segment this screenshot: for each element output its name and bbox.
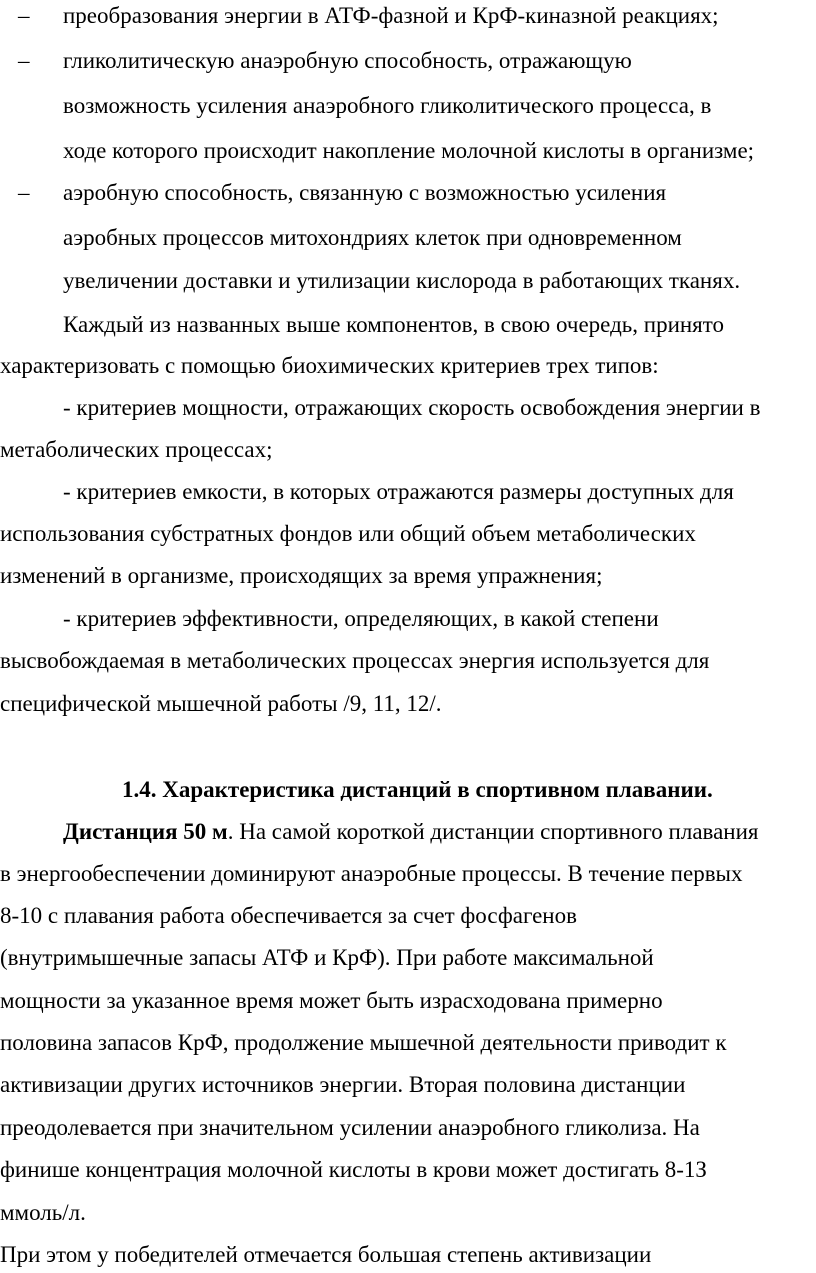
paragraph-line: в энергообеспечении доминируют анаэробные процессы. В течение первых [0, 861, 743, 886]
list-dash: – [18, 180, 30, 205]
bold-lead: Дистанция 50 м [63, 819, 228, 844]
list-item-line: гликолитическую анаэробную способность, отражающую [63, 48, 632, 73]
paragraph-line: ммоль/л. [0, 1200, 86, 1225]
paragraph-line: преодолевается при значительном усилении анаэробного гликолиза. На [0, 1115, 700, 1140]
paragraph-line: метаболических процессах; [0, 437, 273, 462]
list-item-line: преобразования энергии в АТФ-фазной и КрФ-киназной реакциях; [63, 3, 719, 28]
paragraph-text: . На самой короткой дистанции спортивного плавания [227, 819, 759, 844]
paragraph-line: - критериев эффективности, определяющих, в какой степени [63, 606, 659, 631]
paragraph-line: половина запасов КрФ, продолжение мышечной деятельности приводит к [0, 1030, 727, 1055]
list-dash: – [18, 3, 30, 28]
paragraph-line: характеризовать с помощью биохимических критериев трех типов: [0, 353, 659, 378]
list-item-line: ходе которого происходит накопление молочной кислоты в организме; [63, 138, 755, 163]
list-item-line: аэробных процессов митохондриях клеток при одновременном [63, 225, 682, 250]
paragraph-line: финише концентрация молочной кислоты в крови может достигать 8-1З [0, 1157, 707, 1182]
paragraph-line: изменений в организме, происходящих за время упражнения; [0, 563, 603, 588]
paragraph-line: высвобождаемая в метаболических процессах энергия используется для [0, 648, 710, 673]
paragraph-line: 8-10 с плавания работа обеспечивается за счет фосфагенов [0, 903, 577, 928]
paragraph-line: - критериев емкости, в которых отражаются размеры доступных для [63, 479, 734, 504]
list-item-line: увеличении доставки и утилизации кислорода в работающих тканях. [63, 268, 741, 293]
paragraph-line: При этом у победителей отмечается большая степень активизации [0, 1242, 652, 1267]
paragraph-line: специфической мышечной работы /9, 11, 12/. [0, 691, 442, 716]
paragraph-line: активизации других источников энергии. Вторая половина дистанции [0, 1072, 686, 1097]
paragraph-line: использования субстратных фондов или общий объем метаболических [0, 521, 696, 546]
list-item-line: возможность усиления анаэробного гликолитического процесса, в [63, 93, 712, 118]
paragraph-line: Каждый из названных выше компонентов, в свою очередь, принято [63, 312, 725, 337]
section-heading: 1.4. Характеристика дистанций в спортивном плавании. [122, 777, 713, 802]
list-item-line: аэробную способность, связанную с возможностью усиления [63, 180, 667, 205]
paragraph-line: (внутримышечные запасы АТФ и КрФ). При работе максимальной [0, 945, 654, 970]
list-dash: – [18, 48, 30, 73]
paragraph-line: - критериев мощности, отражающих скорость освобождения энергии в [63, 395, 761, 420]
paragraph-line: мощности за указанное время может быть израсходована примерно [0, 988, 663, 1013]
paragraph-line [63, 818, 759, 846]
